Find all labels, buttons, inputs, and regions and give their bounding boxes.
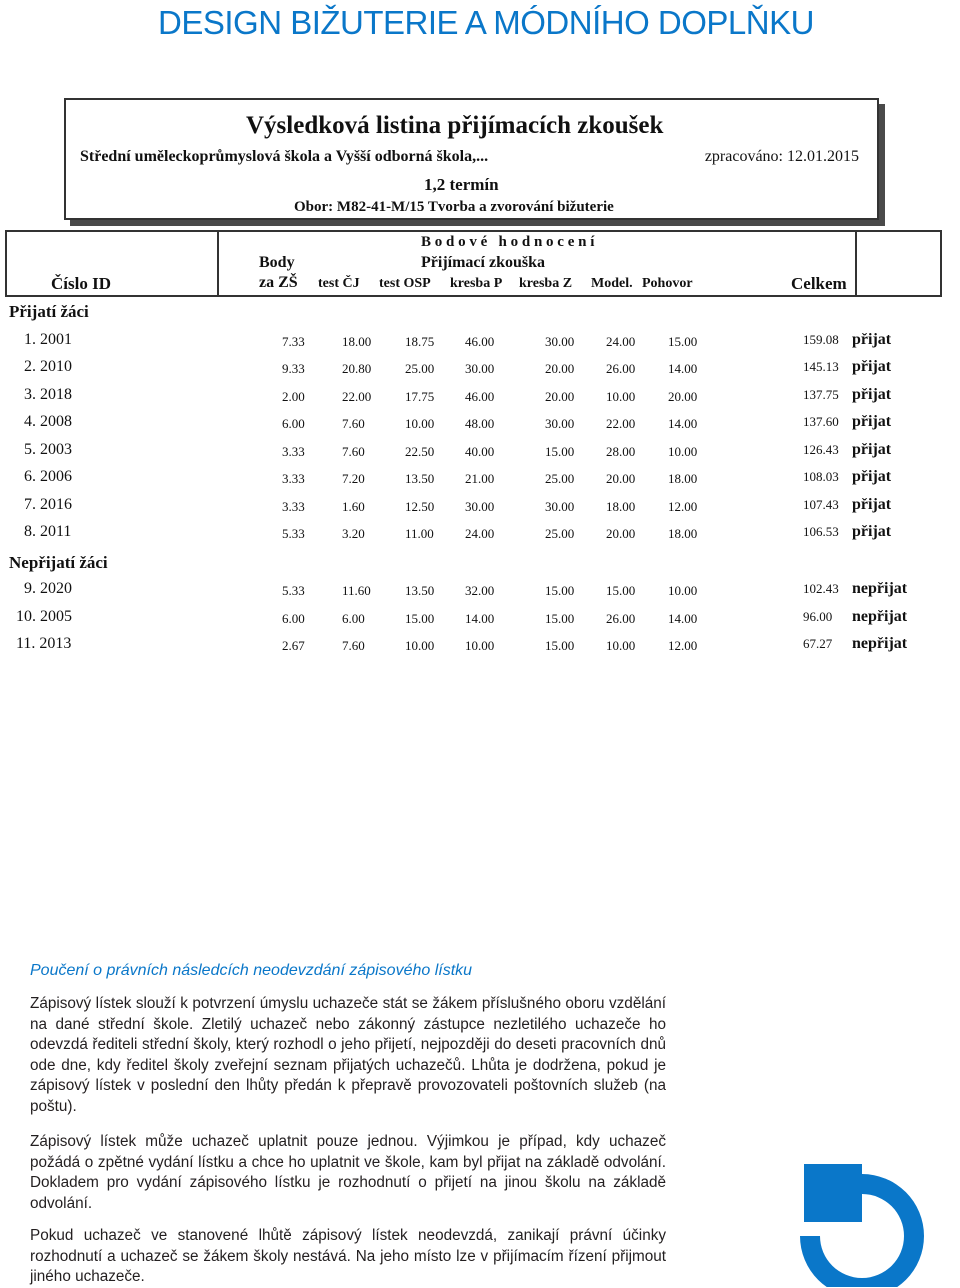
cell-total: 137.60	[803, 414, 839, 429]
cell-kp: 40.00	[465, 444, 495, 459]
result-status: nepřijat	[852, 580, 908, 597]
cell-poh: 15.00	[668, 334, 698, 349]
table-row	[0, 523, 960, 549]
cell-kp: 46.00	[465, 389, 495, 404]
result-status: přijat	[852, 523, 892, 540]
cell-osp: 25.00	[405, 361, 435, 376]
cell-kz: 15.00	[545, 611, 575, 626]
row-id: 1. 2001	[24, 331, 72, 348]
cell-kz: 25.00	[545, 471, 575, 486]
cell-poh: 18.00	[668, 526, 698, 541]
cell-kp: 10.00	[465, 638, 495, 653]
cell-total: 145.13	[803, 359, 839, 374]
result-status: přijat	[852, 358, 892, 375]
cell-poh: 14.00	[668, 361, 698, 376]
cell-kp: 48.00	[465, 416, 495, 431]
cell-cj: 6.00	[342, 611, 365, 626]
cell-kz: 20.00	[545, 361, 575, 376]
result-status: přijat	[852, 386, 892, 403]
cell-poh: 14.00	[668, 416, 698, 431]
cell-cj: 1.60	[342, 499, 365, 514]
result-status: přijat	[852, 331, 892, 348]
field-of-study: Obor: M82-41-M/15 Tvorba a zvorování bižuterie	[294, 199, 614, 215]
results-title: Výsledková listina přijímacích zkoušek	[246, 112, 664, 139]
cell-osp: 12.50	[405, 499, 435, 514]
processed-date: zpracováno: 12.01.2015	[704, 148, 859, 165]
cell-zs: 5.33	[282, 526, 305, 541]
divider	[217, 232, 219, 297]
cell-poh: 10.00	[668, 583, 698, 598]
cell-kp: 21.00	[465, 471, 495, 486]
cell-mod: 10.00	[606, 638, 636, 653]
cell-kz: 20.00	[545, 389, 575, 404]
result-status: přijat	[852, 496, 892, 513]
cell-mod: 22.00	[606, 416, 636, 431]
cell-osp: 11.00	[405, 526, 434, 541]
cell-kp: 30.00	[465, 499, 495, 514]
cell-mod: 15.00	[606, 583, 636, 598]
cell-mod: 20.00	[606, 526, 636, 541]
cell-zs: 5.33	[282, 583, 305, 598]
cell-total: 102.43	[803, 581, 839, 596]
col-kresba-z: kresba Z	[519, 276, 573, 291]
legal-paragraph: Zápisový lístek slouží k potvrzení úmyslu uchazeče stát se žákem příslušného oboru vzdělání na dané střední škole. Zletilý uchazeč nebo zákonný zástupce nezletilého uchazeče ho odevzdá řediteli střední školy, který rozhodl o jeho přijetí, nejpozději do deseti pracovních dnů ode dne, kdy ředitel školy zveřejní seznam přijatých uchazečů. Lhůta je dodržena, pokud je zápisový lístek v poslední den lhůty předán k přepravě provozovateli poštovních služeb (na poštu).	[30, 995, 666, 1115]
cell-total: 137.75	[803, 387, 839, 402]
table-row	[0, 413, 960, 439]
col-pohovor: Pohovor	[642, 276, 693, 291]
cell-osp: 13.50	[405, 471, 435, 486]
cell-osp: 13.50	[405, 583, 435, 598]
cell-mod: 28.00	[606, 444, 636, 459]
result-status: přijat	[852, 413, 892, 430]
section-rejected: Nepřijatí žáci	[9, 553, 108, 572]
cell-mod: 10.00	[606, 389, 636, 404]
legal-paragraph: Pokud uchazeč ve stanovené lhůtě zápisový lístek neodevzdá, zanikají právní účinky rozhodnutí a uchazeč se žákem školy nestává. Na jeho místo lze v přijímacím řízení přijmout jiného uchazeče.	[30, 1227, 666, 1285]
legal-paragraph: Zápisový lístek může uchazeč uplatnit pouze jednou. Výjimkou je případ, kdy uchazeč požádá o zpětné vydání lístku a chce ho uplatnit ve škole, kam byl přijat na základě odvolání. Dokladem pro vydání zápisového lístku je rozhodnutí o přijetí na jinou školu na základě odvolání.	[30, 1133, 666, 1212]
table-row	[0, 331, 960, 357]
logo-square	[804, 1164, 862, 1222]
col-evaluation: B o d o v é h o d n o c e n í	[421, 234, 595, 250]
result-status: nepřijat	[852, 635, 908, 652]
col-model: Model.	[591, 276, 633, 291]
cell-cj: 7.20	[342, 471, 365, 486]
cell-poh: 18.00	[668, 471, 698, 486]
cell-zs: 9.33	[282, 361, 305, 376]
column-header	[5, 230, 942, 297]
cell-total: 67.27	[803, 636, 833, 651]
table-row	[0, 496, 960, 522]
col-body: Body	[259, 254, 295, 271]
cell-poh: 12.00	[668, 638, 698, 653]
cell-cj: 11.60	[342, 583, 371, 598]
col-test-osp: test OSP	[379, 276, 431, 291]
cell-kp: 46.00	[465, 334, 495, 349]
cell-cj: 22.00	[342, 389, 372, 404]
col-exam: Přijímací zkouška	[421, 254, 545, 271]
row-id: 4. 2008	[24, 413, 72, 430]
cell-kz: 15.00	[545, 444, 575, 459]
cell-osp: 10.00	[405, 416, 435, 431]
cell-total: 108.03	[803, 469, 839, 484]
cell-zs: 7.33	[282, 334, 305, 349]
cell-total: 107.43	[803, 497, 839, 512]
cell-kz: 25.00	[545, 526, 575, 541]
result-status: nepřijat	[852, 608, 908, 625]
table-row	[0, 580, 960, 606]
table-row	[0, 608, 960, 634]
cell-kp: 24.00	[465, 526, 495, 541]
row-id: 9. 2020	[24, 580, 72, 597]
row-id: 2. 2010	[24, 358, 72, 375]
cell-mod: 20.00	[606, 471, 636, 486]
cell-kz: 15.00	[545, 638, 575, 653]
cell-kz: 30.00	[545, 416, 575, 431]
cell-osp: 15.00	[405, 611, 435, 626]
cell-kp: 32.00	[465, 583, 495, 598]
result-status: přijat	[852, 441, 892, 458]
school-logo	[798, 1160, 960, 1287]
cell-total: 159.08	[803, 332, 839, 347]
cell-cj: 7.60	[342, 638, 365, 653]
cell-mod: 26.00	[606, 361, 636, 376]
table-row	[0, 635, 960, 661]
cell-zs: 3.33	[282, 471, 305, 486]
cell-mod: 18.00	[606, 499, 636, 514]
table-row	[0, 386, 960, 412]
cell-total: 106.53	[803, 524, 839, 539]
table-row	[0, 441, 960, 467]
row-id: 6. 2006	[24, 468, 72, 485]
cell-mod: 26.00	[606, 611, 636, 626]
cell-poh: 12.00	[668, 499, 698, 514]
row-id: 7. 2016	[24, 496, 72, 513]
term: 1,2 termín	[424, 175, 499, 194]
cell-total: 126.43	[803, 442, 839, 457]
cell-mod: 24.00	[606, 334, 636, 349]
cell-osp: 22.50	[405, 444, 435, 459]
cell-kp: 14.00	[465, 611, 495, 626]
col-id: Číslo ID	[51, 274, 111, 293]
cell-zs: 3.33	[282, 444, 305, 459]
page-title: DESIGN BIŽUTERIE A MÓDNÍHO DOPLŇKU	[158, 4, 814, 41]
section-accepted: Přijatí žáci	[9, 302, 89, 321]
cell-zs: 2.00	[282, 389, 305, 404]
row-id: 3. 2018	[24, 386, 72, 403]
col-test-cj: test ČJ	[318, 276, 360, 291]
table-row	[0, 358, 960, 384]
cell-cj: 18.00	[342, 334, 372, 349]
results-header	[64, 98, 879, 220]
divider	[855, 232, 857, 297]
result-status: přijat	[852, 468, 892, 485]
cell-kz: 30.00	[545, 499, 575, 514]
cell-zs: 2.67	[282, 638, 305, 653]
cell-cj: 3.20	[342, 526, 365, 541]
col-celkem: Celkem	[791, 274, 847, 293]
cell-cj: 7.60	[342, 416, 365, 431]
row-id: 5. 2003	[24, 441, 72, 458]
school-name: Střední uměleckoprůmyslová škola a Vyšší odborná škola,...	[80, 148, 489, 165]
cell-kp: 30.00	[465, 361, 495, 376]
cell-kz: 15.00	[545, 583, 575, 598]
legal-heading: Poučení o právních následcích neodevzdání zápisového lístku	[30, 962, 473, 979]
col-kresba-p: kresba P	[450, 276, 503, 291]
cell-zs: 6.00	[282, 416, 305, 431]
cell-poh: 10.00	[668, 444, 698, 459]
cell-total: 96.00	[803, 609, 833, 624]
cell-osp: 18.75	[405, 334, 435, 349]
cell-zs: 3.33	[282, 499, 305, 514]
cell-poh: 20.00	[668, 389, 698, 404]
cell-kz: 30.00	[545, 334, 575, 349]
cell-zs: 6.00	[282, 611, 305, 626]
cell-cj: 20.80	[342, 361, 372, 376]
cell-osp: 17.75	[405, 389, 435, 404]
row-id: 10. 2005	[16, 608, 72, 625]
cell-osp: 10.00	[405, 638, 435, 653]
table-row	[0, 468, 960, 494]
row-id: 11. 2013	[16, 635, 72, 652]
cell-poh: 14.00	[668, 611, 698, 626]
row-id: 8. 2011	[24, 523, 72, 540]
col-zs: za ZŠ	[259, 274, 298, 291]
cell-cj: 7.60	[342, 444, 365, 459]
